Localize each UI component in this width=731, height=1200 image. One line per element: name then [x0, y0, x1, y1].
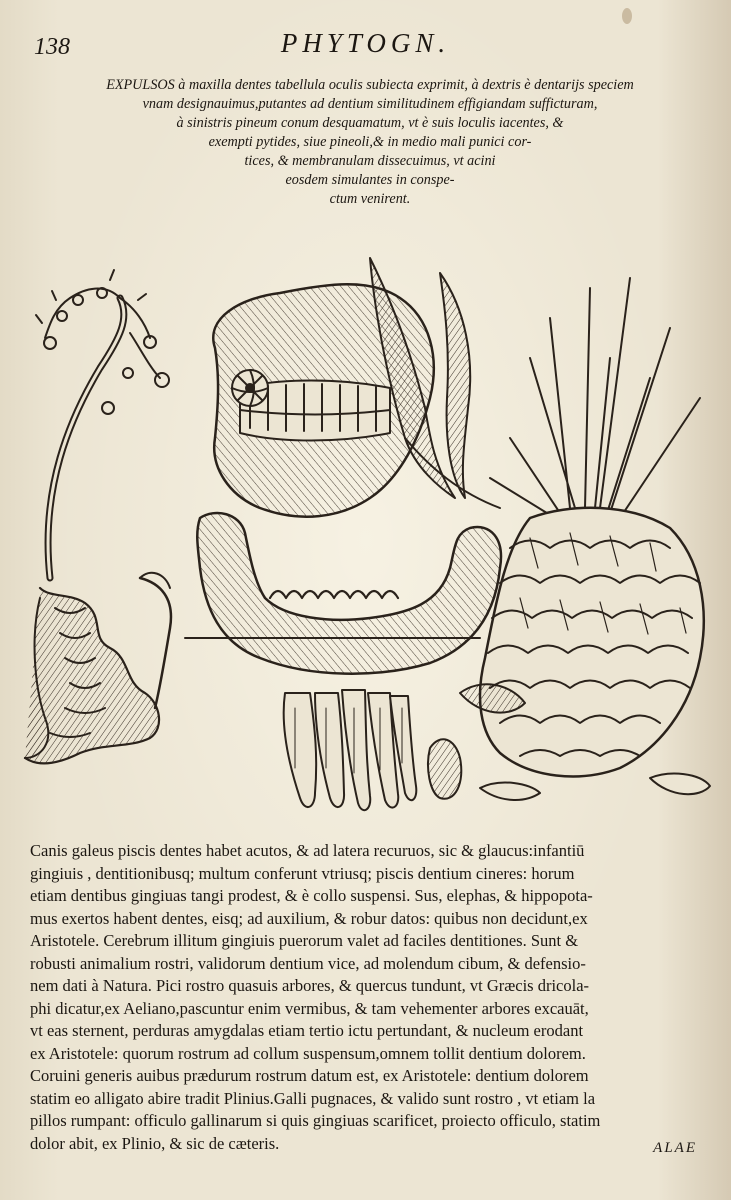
caption	[80, 76, 660, 209]
caption-line: ctum venirent.	[329, 191, 411, 207]
body-line: etiam dentibus gingiuas tangi prodest, & è collo suspensi. Sus, elephas, & hippopota-	[30, 886, 593, 905]
body-line: vt eas sternent, perduras amygdalas etiam tertio ictu pertundant, & nucleum erodant	[30, 1021, 584, 1040]
body-line: dolor abit, ex Plinio, & sic de cæteris.	[30, 1133, 280, 1153]
body-line: phi dicatur,ex Aeliano,pascuntur enim vermibus, & tam vehementer arbores excauāt,	[30, 998, 589, 1018]
body-line: Canis galeus piscis dentes habet acutos, & ad latera recuruos, sic & glaucus:infantiū	[30, 841, 585, 860]
pomegranate-icon	[213, 258, 500, 517]
caption-line: EXPULSOS à maxilla dentes tabellula oculis subiecta exprimit, à dextris è dentarijs speciem	[106, 77, 634, 93]
dentaria-plant-icon	[25, 270, 171, 763]
teeth-icon	[284, 690, 462, 810]
body-line: statim eo alligato abire tradit Plinius.Galli pugnaces, & valido sunt rostro , vt etiam la	[30, 1088, 596, 1108]
caption-line: eosdem simulantes in conspe-	[285, 172, 455, 188]
woodcut-illustration	[10, 238, 720, 838]
body-line: robusti animalium rostri, validorum dentium vice, ad molendum cibum, & defensio-	[30, 953, 586, 973]
caption-line: tices, & membranulam dissecuimus, vt acini	[244, 153, 496, 169]
lower-jaw-icon	[185, 513, 501, 674]
body-line: nem dati à Natura. Pici rostro quasuis arbores, & quercus tundunt, vt Græcis dricola-	[30, 976, 590, 995]
running-head: PHYTOGN.	[280, 28, 451, 58]
body-line: pillos rumpant: officulo gallinarum si quis gingiuas scarificet, proiecto officulo, statim	[30, 1111, 601, 1130]
body-line: Coruini generis auibus prædurum rostrum datum est, ex Aristotele: dentium dolorem	[30, 1066, 589, 1085]
catchword: ALAE	[653, 1140, 697, 1156]
body-line: Aristotele. Cerebrum illitum gingiuis puerorum valet ad faciles dentitiones. Sunt &	[30, 931, 579, 950]
caption-line: à sinistris pineum conum desquamatum, vt è suis loculis iacentes, &	[176, 115, 564, 131]
body-line: ex Aristotele: quorum rostrum ad collum suspensum,omnem tollit dentium dolorem.	[30, 1043, 586, 1063]
body-line: mus exertos habent dentes, eisq; ad auxilium, & robur datos: quibus non decidunt,ex	[30, 908, 588, 928]
caption-line: exempti pytides, siue pineoli,& in medio mali punici cor-	[208, 134, 532, 150]
body-text	[30, 840, 710, 1155]
body-line: gingiuis , dentitionibusq; multum conferunt vtriusq; piscis dentium cineres: horum	[30, 863, 575, 883]
caption-line: vnam designauimus,putantes ad dentium similitudinem effigiandam sufficturam,	[142, 96, 598, 112]
page-number: 138	[34, 34, 70, 60]
ink-stain	[622, 8, 632, 24]
